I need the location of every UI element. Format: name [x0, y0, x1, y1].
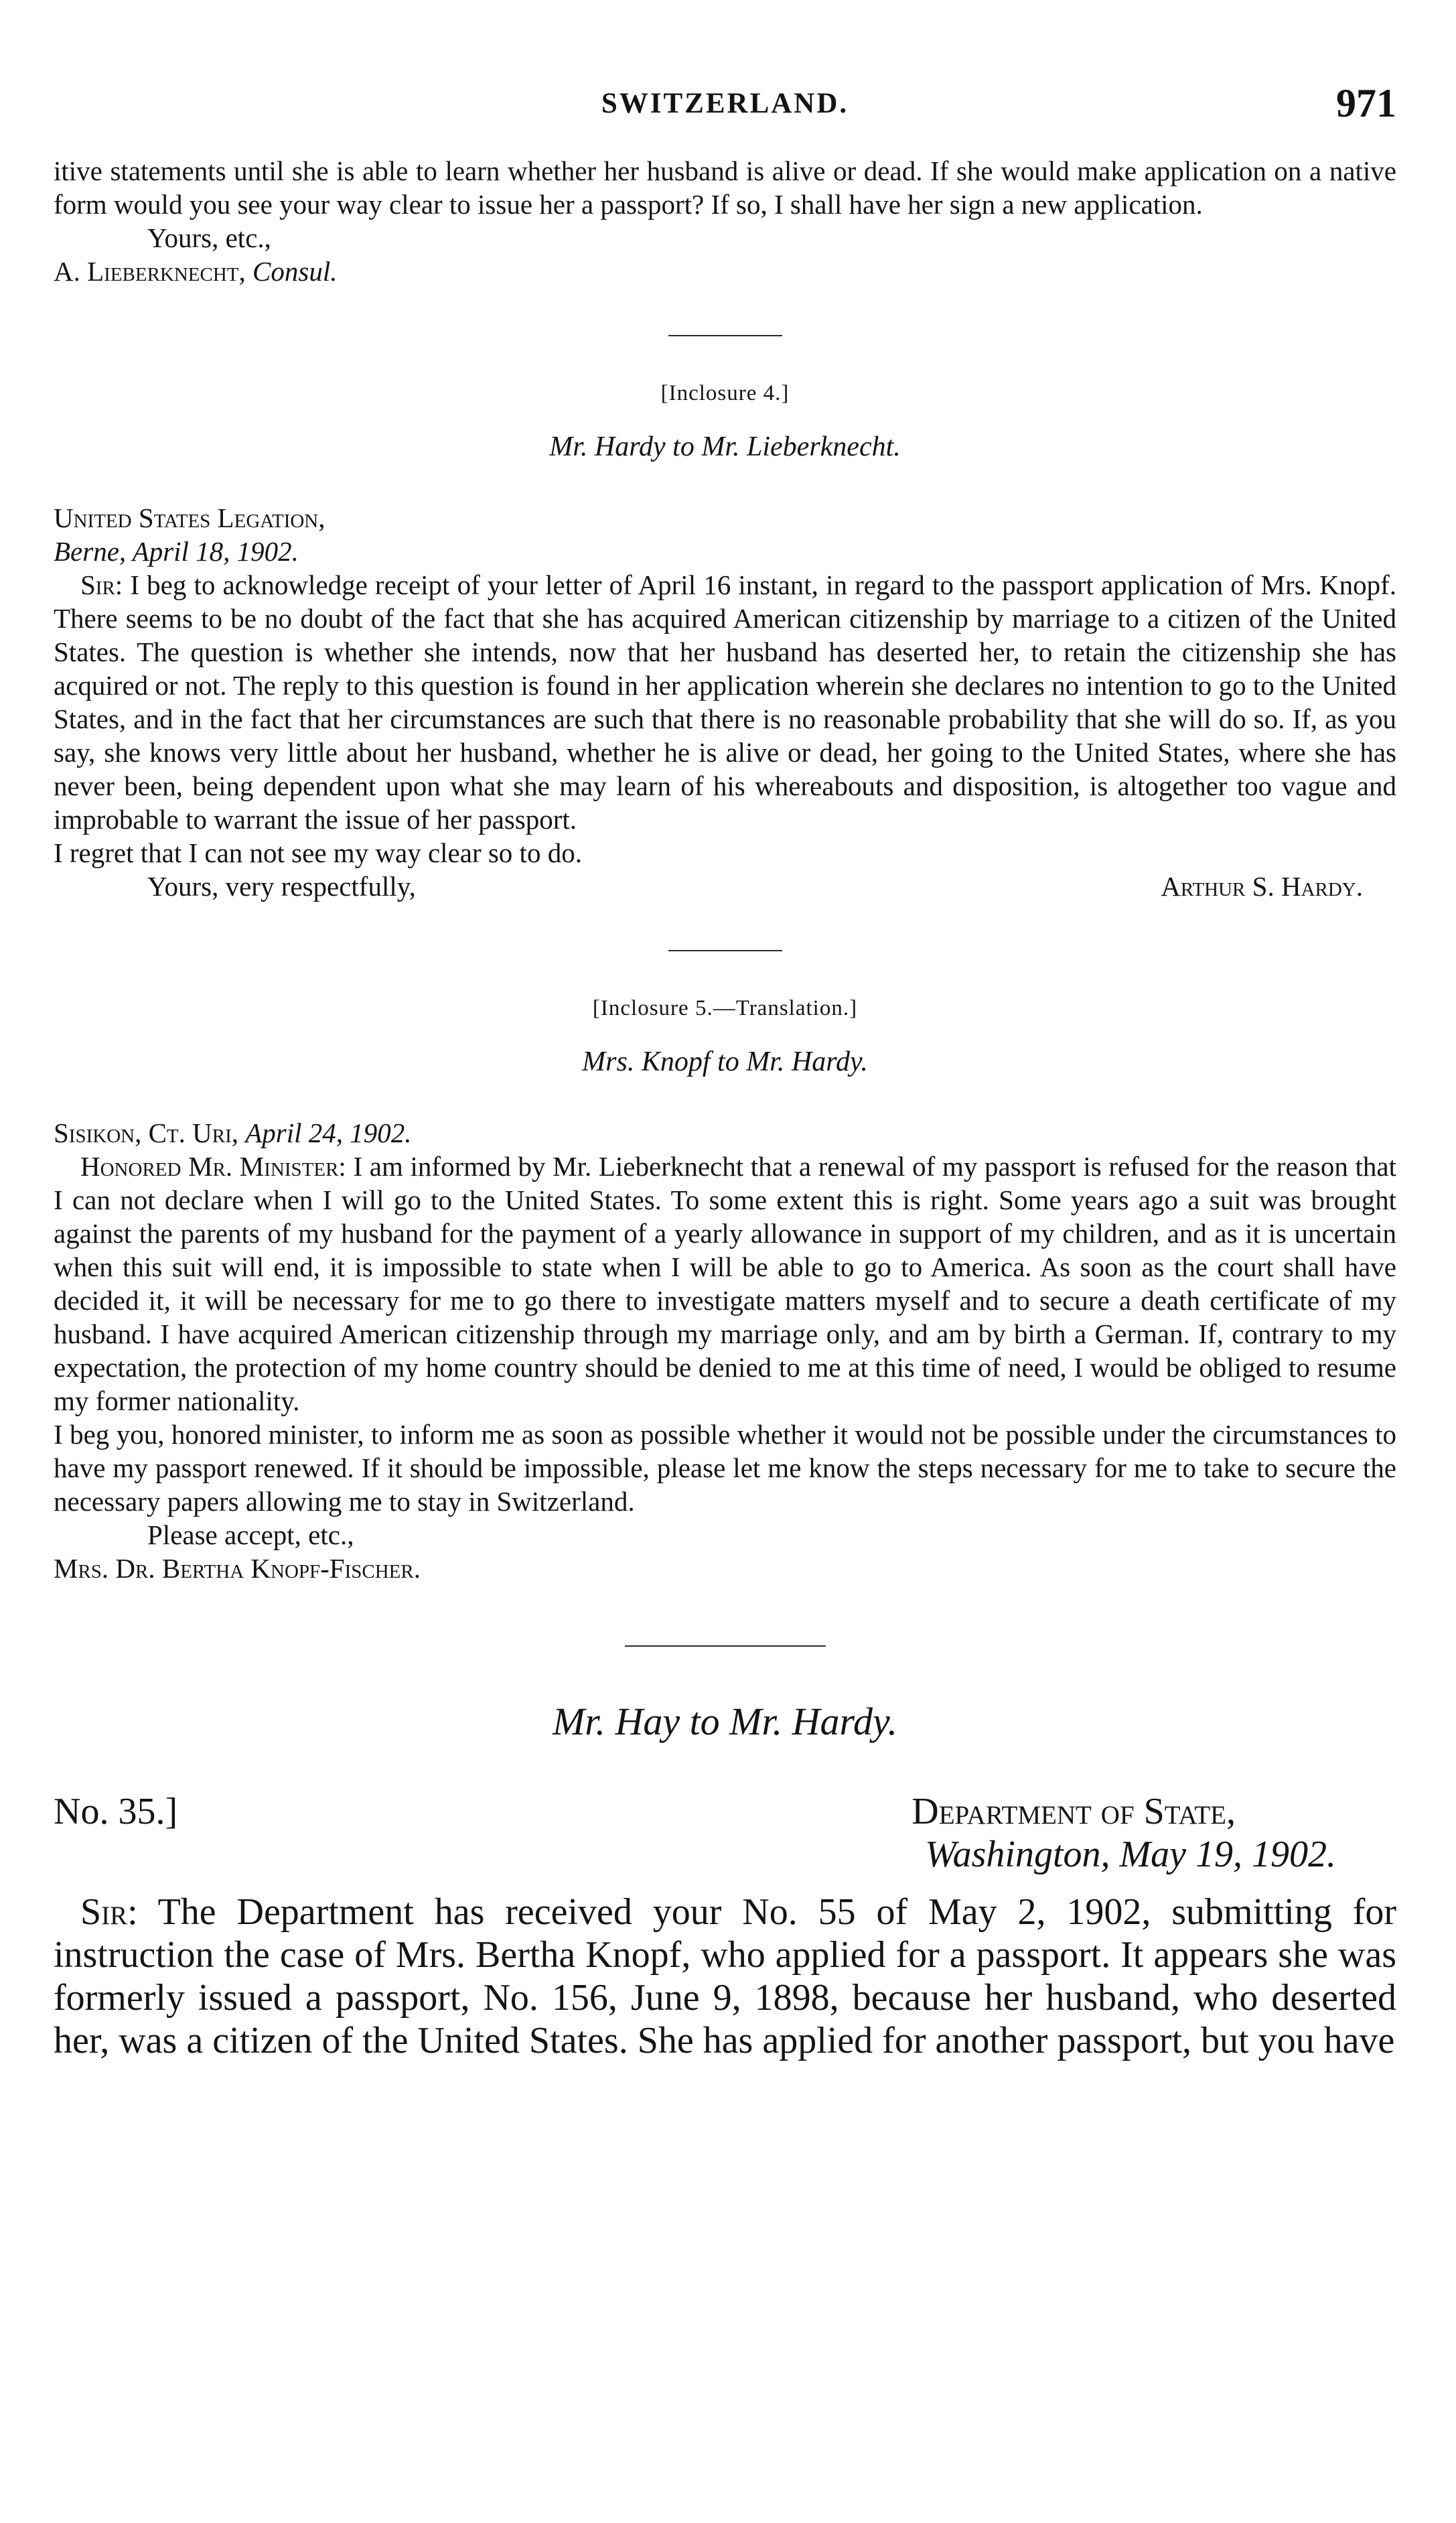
- continuation-paragraph: itive statements until she is able to learn whether her husband is alive or dead. If she would make application on a native form would you see your way clear to issue her a passport? If so, I shall have her sign a new application.: [54, 155, 1396, 220]
- continuation-closing: Yours, etc.,: [147, 222, 271, 253]
- running-header: [54, 74, 1396, 134]
- body-paragraph-1: I am informed by Mr. Lieberknecht that a renewal of my passport is refused for the reason that I can not declare when I will go to the United States. To some extent this is right. Some years ago a suit was brought against the parents of my husband for the payment of a yearly allowance in support of my children, and as it is uncertain when this suit will end, it is impossible to state when I will be able to go to America. As soon as the court shall have decided it, it will be necessary for me to go there to investigate matters myself and to secure a death certificate of my husband. I have acquired American citizenship through my marriage only, and am by birth a German. If, contrary to my expectation, the protection of my home country should be denied to me at this time of need, I would be obliged to resume my former nationality.: [54, 1151, 1397, 1416]
- dateline-place: Sisikon, Ct. Uri,: [54, 1117, 238, 1148]
- number-row: [54, 1790, 1396, 1833]
- body-paragraph-2: I beg you, honored minister, to inform me as soon as possible whether it would not be possible under the circumstances to have my passport renewed. If it should be impossible, please let me know the steps necessary for me to take to secure the necessary papers allowing me to stay in Switzerland.: [54, 1419, 1396, 1517]
- body-paragraph-1: The Department has received your No. 55 of May 2, 1902, submitting for instruction the case of Mrs. Bertha Knopf, who applied for a passport. It appears she was formerly issued a passport, No. 156, June 9, 1898, because her husband, who deserted her, was a citizen of the United States. She has applied for another passport, but you have: [54, 1891, 1396, 2061]
- inclosure-5: [54, 992, 1396, 1585]
- body-paragraph-1: I beg to acknowledge receipt of your letter of April 16 instant, in regard to the passport application of Mrs. Knopf. There seems to be no doubt of the fact that she has acquired American citizenship by marriage to a citizen of the United States. The question is whether she intends, now that her husband has deserted her, to retain the citizenship she has acquired or not. The reply to this question is found in her application wherein she declares no intention to go to the United States, and in the fact that her circumstances are such that there is no reasonable probability that she will do so. If, as you say, she knows very little about her husband, whether he is alive or dead, her going to the United States, where she has never been, being dependent upon what she may learn of his whereabouts and disposition, is altogether too vague and improbable to warrant the issue of her passport.: [54, 569, 1397, 835]
- inclosure-label: [Inclosure 5.—Translation.]: [592, 996, 858, 1020]
- continuation-signature: [54, 255, 1396, 288]
- dateline-place: Department of State,: [912, 1791, 1236, 1832]
- letter-heading: Mrs. Knopf to Mr. Hardy.: [582, 1046, 868, 1077]
- dateline-date: Washington, May 19, 1902.: [925, 1834, 1336, 1875]
- letter-hay: [54, 1700, 1396, 2062]
- dateline: [54, 1116, 1396, 1150]
- body-paragraph-2: I regret that I can not see my way clear so to do.: [54, 837, 582, 868]
- running-title: SWITZERLAND.: [601, 88, 849, 119]
- salutation: Sir:: [80, 569, 123, 600]
- letter-continuation: [54, 154, 1396, 288]
- signature-name: A. Lieberknecht,: [54, 256, 246, 287]
- letter-body: [54, 1891, 1396, 2062]
- closing-row: [54, 870, 1396, 903]
- section-rule: [668, 950, 782, 951]
- signature: Mrs. Dr. Bertha Knopf-Fischer.: [54, 1553, 421, 1584]
- signature-title: Consul.: [252, 256, 338, 287]
- letter-body: [54, 568, 1396, 836]
- section-rule: [668, 335, 782, 336]
- inclosure-4: [54, 377, 1396, 903]
- letter-body: [54, 1150, 1396, 1418]
- inclosure-label: [Inclosure 4.]: [660, 381, 790, 405]
- closing: Please accept, etc.,: [147, 1519, 354, 1550]
- salutation: Honored Mr. Minister:: [80, 1151, 346, 1182]
- document-page: [54, 74, 1396, 2062]
- section-rule: [625, 1645, 826, 1647]
- despatch-number: No. 35.]: [54, 1791, 178, 1832]
- page-number: 971: [1336, 81, 1396, 125]
- letter-heading: Mr. Hay to Mr. Hardy.: [552, 1700, 897, 1743]
- dateline-date: Berne, April 18, 1902.: [54, 536, 299, 567]
- closing: Yours, very respectfully,: [147, 871, 416, 902]
- signature: Arthur S. Hardy.: [1161, 871, 1363, 902]
- dateline-date: April 24, 1902.: [245, 1117, 412, 1148]
- letter-heading: Mr. Hardy to Mr. Lieberknecht.: [549, 431, 901, 462]
- salutation: Sir:: [80, 1891, 138, 1933]
- dateline-place: United States Legation,: [54, 502, 325, 533]
